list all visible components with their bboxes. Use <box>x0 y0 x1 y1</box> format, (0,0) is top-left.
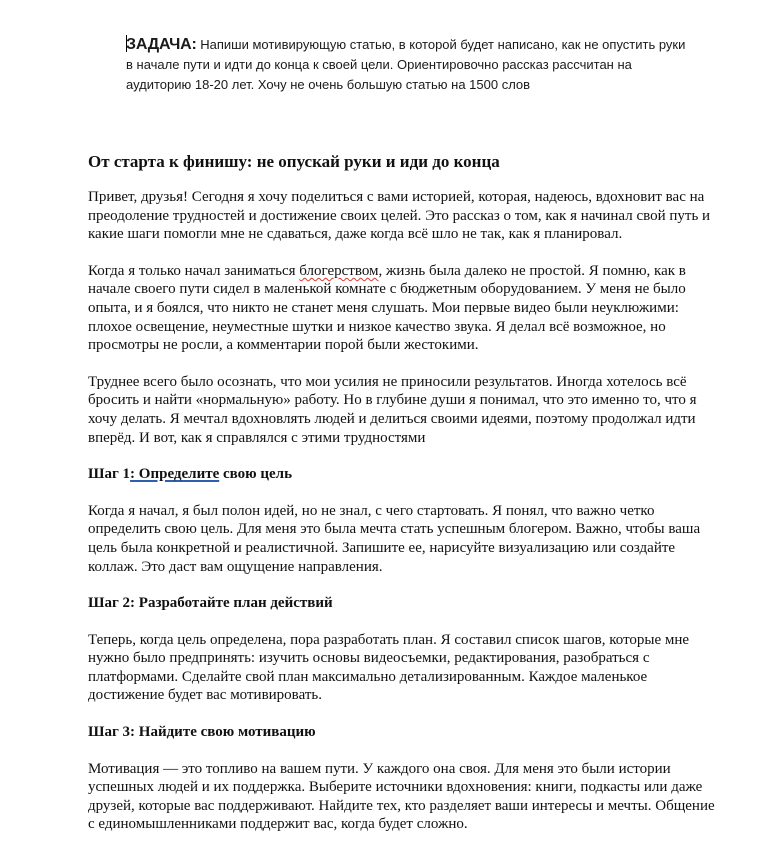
paragraph-beginning <box>88 262 716 355</box>
article-body <box>88 151 716 852</box>
step3-text: Мотивация — это топливо на вашем пути. У каждого она своя. Для меня это были истории успешных людей и их поддержка. Выберите источники вдохновения: книги, подкасты или даже друзей, которые вас поддерживают. Найдите тех, кто разделяет ваши интересы и мечты. Общение с единомышленниками поддержит вас, когда будет сложно. <box>88 760 715 833</box>
task-text: Напиши мотивирующую статью, в которой будет написано, как не опустить руки в начале пути и идти до конца к своей цели. Ориентировочно рассказ рассчитан на аудиторию 18-20 лет. Хочу не очень большую статью на 1500 слов <box>126 37 686 92</box>
step3-heading: Шаг 3: Найдите свою мотивацию <box>88 724 316 741</box>
paragraph-difficulties: Труднее всего было осознать, что мои усилия не приносили результатов. Иногда хотелось всё бросить и найти «нормальную» работу. Но в глубине души я понимал, что это именно то, что я хочу делать. Я мечтал вдохновлять людей и делиться своими идеями, поэтому продолжал идти вперёд. И вот, как я справлялся с этими трудностями <box>88 373 697 446</box>
step1-text: Когда я начал, я был полон идей, но не знал, с чего стартовать. Я понял, что важно четко определить свою цель. Для меня это была мечта стать успешным блогером. Важно, чтобы ваша цель была конкретной и реалистичной. Запишите ее, нарисуйте визуализацию или создайте коллаж. Это даст вам ощущение направления. <box>88 502 701 575</box>
article-title: От старта к финишу: не опускай руки и иди до конца <box>88 152 500 171</box>
task-label: ЗАДАЧА: <box>126 36 197 53</box>
step1-heading-prefix: Шаг 1 <box>88 466 131 483</box>
task-block <box>126 35 686 95</box>
misspelled-word: блогерством <box>299 262 379 279</box>
step1-heading-underlined: : Определите <box>130 466 220 483</box>
step1-heading-suffix: свою цель <box>219 466 293 483</box>
paragraph-text: , жизнь была далеко не простой. Я помню, как в начале своего пути сидел в маленькой комнате с бюджетным оборудованием. У меня не было опыта, и я боялся, что никто не станет меня слушать. Мои первые видео были неуклюжими: плохое освещение, неуместные шутки и низкое качество звука. Я делал всё возможное, но просмотры не росли, а комментарии порой были жестокими. <box>88 262 686 354</box>
step1-heading <box>88 465 716 484</box>
step2-heading: Шаг 2: Разработайте план действий <box>88 595 333 612</box>
paragraph-text: Когда я только начал заниматься <box>88 262 300 279</box>
step2-text: Теперь, когда цель определена, пора разработать план. Я составил список шагов, которые мне нужно было предпринять: изучить основы видеосъемки, редактирования, разобраться с платформами. Сделайте свой план максимально детализированным. Каждое маленькое достижение будет вас мотивировать. <box>88 631 690 704</box>
paragraph-intro: Привет, друзья! Сегодня я хочу поделиться с вами историей, которая, надеюсь, вдохновит вас на преодоление трудностей и достижение своих целей. Это рассказ о том, как я начинал свой путь и какие шаги помогли мне не сдаваться, даже когда всё шло не так, как я планировал. <box>88 189 711 243</box>
